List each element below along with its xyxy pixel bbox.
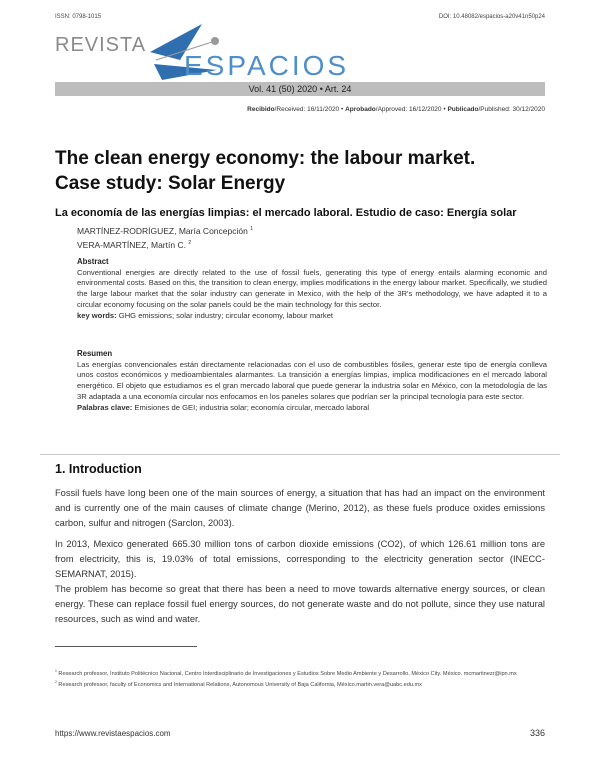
- footnote-text: Research professor, faculty of Economics and International Relations, Autonomous University of Baja California, México.martin.vera@uabc.edu.mx: [56, 681, 422, 688]
- author-name: VERA-MARTÍNEZ, Martín C.: [77, 239, 186, 250]
- resumen-heading: Resumen: [77, 349, 113, 358]
- author-footnote-ref[interactable]: 2: [188, 239, 192, 246]
- logo-word-revista: REVISTA: [55, 34, 147, 56]
- author: [77, 237, 253, 251]
- footnote: [55, 678, 550, 689]
- palabras-clave-value: Emisiones de GEI; industria solar; economía circular, mercado laboral: [132, 402, 370, 412]
- keywords-value: GHG emissions; solar industry; circular economy, labour market: [116, 310, 334, 320]
- received-label: Recibido: [247, 106, 275, 113]
- footnote: [55, 667, 550, 678]
- paragraph: In 2013, Mexico generated 665.30 million tons of carbon dioxide emissions (CO2), of which 126.61 million tons are from electricity, this is, 19.03% of total emissions, corresponding to the electricity generation sector (INECC-SEMARNAT, 2015).: [55, 539, 545, 579]
- journal-url-link[interactable]: https://www.revistaespacios.com: [55, 729, 171, 738]
- author-name: MARTÍNEZ-RODRÍGUEZ, María Concepción: [77, 225, 248, 236]
- publication-dates: [247, 106, 545, 113]
- article-subtitle: La economía de las energías limpias: el mercado laboral. Estudio de caso: Energía solar: [55, 207, 517, 219]
- section-divider: [40, 454, 560, 455]
- doi: DOI: 10.48082/espacios-a20v41n50p24: [438, 14, 545, 20]
- volume-bar: Vol. 41 (50) 2020 • Art. 24: [55, 82, 545, 96]
- resumen-text: Las energías convencionales están directamente relacionadas con el uso de combustibles fósiles, generar este tipo de energía conlleva unos costos económicos y medioambientales alarmantes. La transición a energías limpias, implica modificaciones en el mercado laboral energético. El objeto que estudiamos es el gran mercado laboral que puede generar la industria solar en México, con la metodología de las 3R adaptada a una economía circular nos enfocamos en los paneles solares que podrían ser la principal tecnología para este sector.: [77, 359, 547, 401]
- footnote-text: Research professor, Instituto Politécnico Nacional, Centro Interdisciplinario de Investigaciones y Estudios Sobre Medio Ambiente y Desarrollo, México City. México. mcmartinezr@ipn.mx: [56, 670, 517, 677]
- paragraph: Fossil fuels have long been one of the main sources of energy, a situation that has had an impact on the environment and is currently one of the main causes of climate change (Merino, 2012), as these fuels produce oxides emissions carbon, sulfur and nitrogen (Sarclon, 2003).: [55, 488, 545, 528]
- keywords: [77, 311, 547, 322]
- article-title: [55, 146, 475, 196]
- authors: [77, 223, 253, 251]
- section-heading-introduction: 1. Introduction: [55, 462, 142, 476]
- palabras-clave-label: Palabras clave:: [77, 402, 133, 412]
- approved-date: /Approved: 16/12/2020 •: [375, 106, 448, 113]
- palabras-clave: [77, 403, 547, 414]
- author-footnote-ref[interactable]: 1: [250, 226, 254, 232]
- abstract-text: Conventional energies are directly related to the use of fossil fuels, generating this type of energy entails alarming economic and environmental costs. Based on this, the transition to clean energy, implies modifications in the energy labour market. Specifically, we studied the large labour market that the solar industry can generate in Mexico, with the help of the 3R's methodology, we have adapted it to a circular economy focusing on the solar panels could be the main technology for this sector.: [77, 267, 547, 309]
- keywords-label: key words:: [77, 310, 117, 320]
- abstract: [77, 257, 547, 321]
- author: [77, 223, 253, 237]
- title-line-1: The clean energy economy: the labour market.: [55, 148, 476, 169]
- footnotes: [55, 667, 550, 689]
- received-date: /Received: 16/11/2020 •: [274, 106, 346, 113]
- footnote-separator: [55, 646, 197, 647]
- paragraph: The problem has become so great that there has been a need to move towards alternative energy sources, or clean energy. These can replace fossil fuel energy sources, do not generate waste and do not pollute, since they use natural resources, such as wind and water.: [55, 584, 545, 624]
- footnote-number: 2: [55, 679, 57, 684]
- journal-logo: [52, 22, 350, 81]
- title-line-2: Case study: Solar Energy: [55, 173, 286, 194]
- issn: ISSN: 0798-1015: [55, 14, 102, 20]
- footnote-number: 1: [55, 669, 57, 673]
- published-label: Publicado: [447, 106, 479, 113]
- page-number: 336: [529, 728, 545, 738]
- abstract-heading: Abstract: [77, 257, 109, 266]
- logo-word-espacios: ESPACIOS: [184, 50, 350, 81]
- published-date: /Published: 30/12/2020: [478, 106, 545, 113]
- resumen: [77, 349, 547, 413]
- approved-label: Aprobado: [345, 106, 376, 113]
